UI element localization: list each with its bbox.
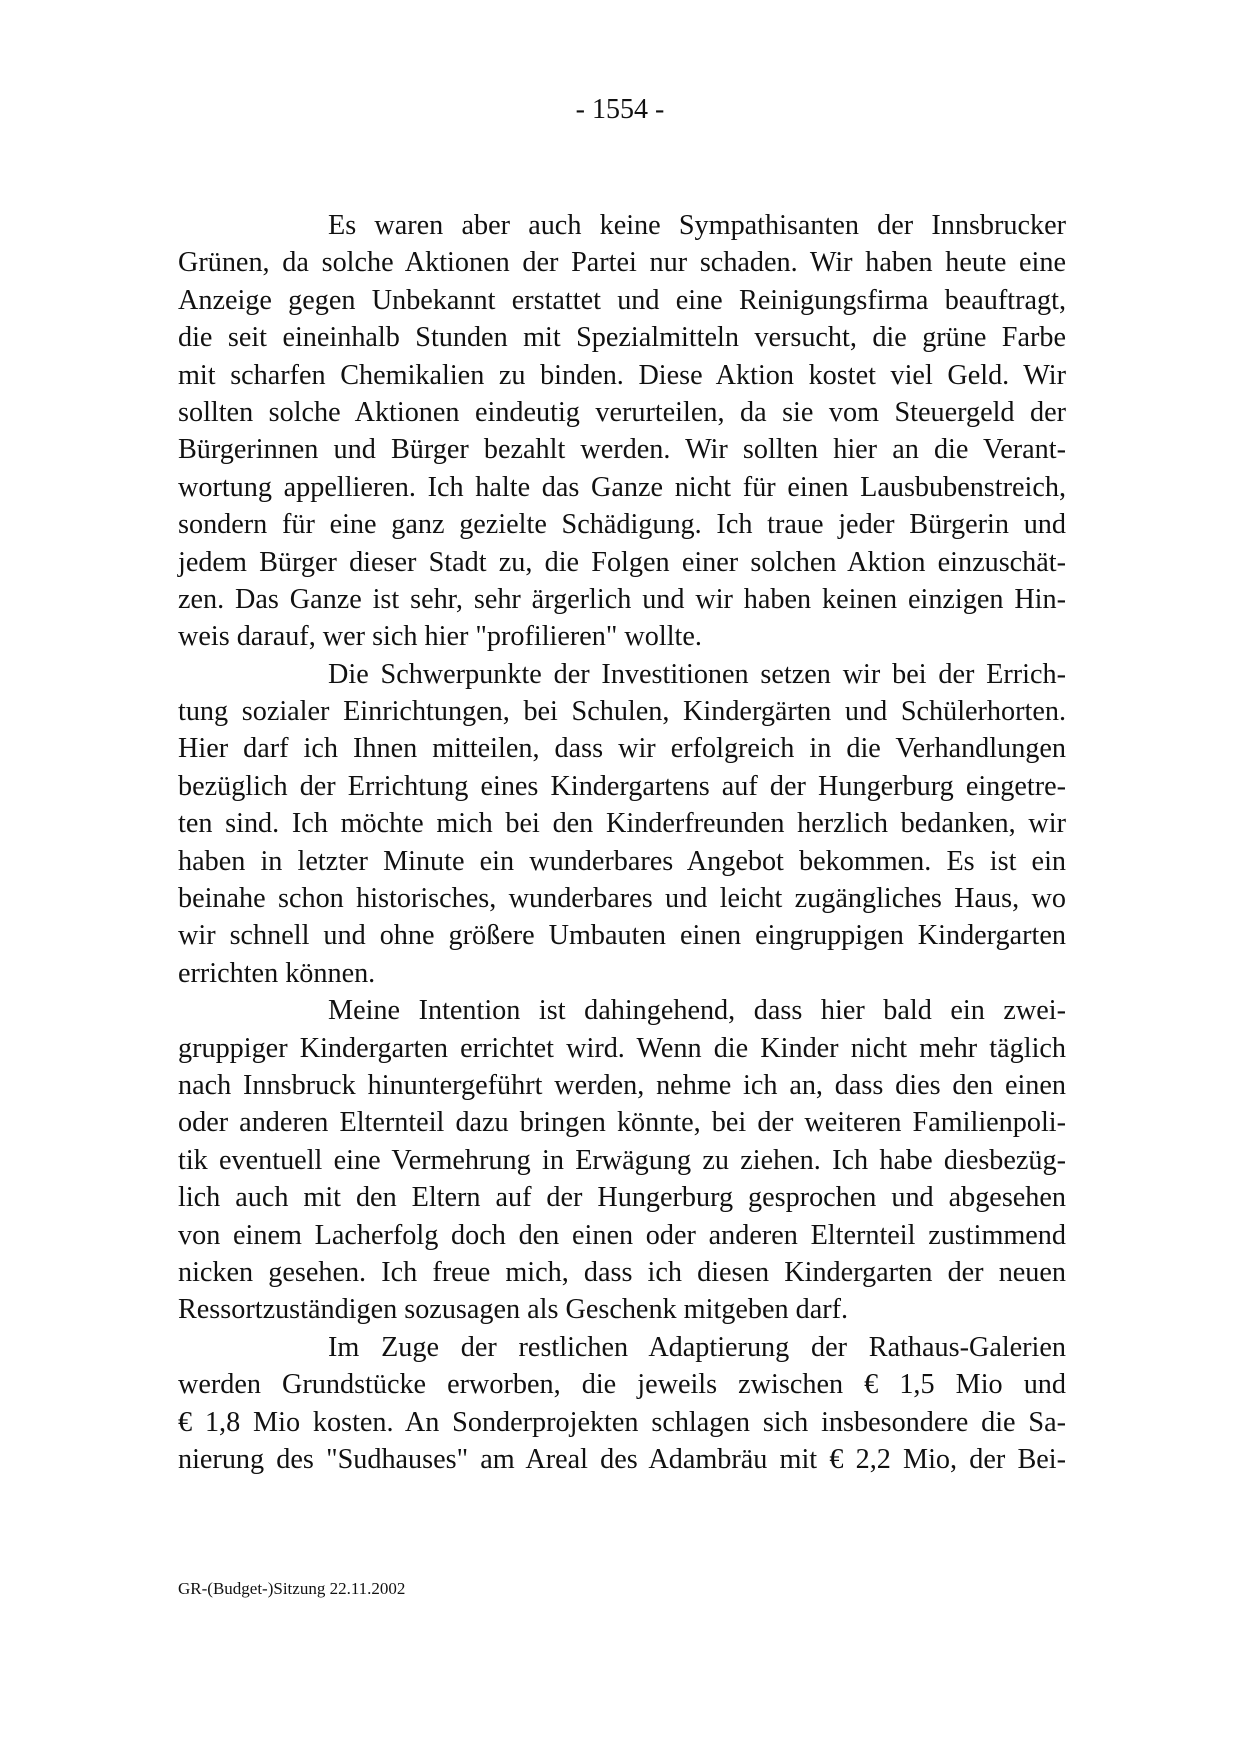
text-line: Anzeige gegen Unbekannt erstattet und eine Reinigungsfirma beauftragt, xyxy=(178,284,1066,316)
text-line: Grünen, da solche Aktionen der Partei nur schaden. Wir haben heute eine xyxy=(178,247,1066,279)
text-line: wir schnell und ohne größere Umbauten einen eingruppigen Kindergarten xyxy=(178,920,1066,952)
text-line: tik eventuell eine Vermehrung in Erwägung zu ziehen. Ich habe diesbezüg- xyxy=(178,1144,1066,1176)
text-line: werden Grundstücke erworben, die jeweils zwischen € 1,5 Mio und xyxy=(178,1369,1066,1401)
text-line: wortung appellieren. Ich halte das Ganze nicht für einen Lausbubenstreich, xyxy=(178,471,1066,503)
text-line: Im Zuge der restlichen Adaptierung der Rathaus-Galerien xyxy=(328,1331,1066,1363)
paragraph-3 xyxy=(178,992,1066,1329)
footer: GR-(Budget-)Sitzung 22.11.2002 xyxy=(178,1579,406,1598)
paragraph-2 xyxy=(178,656,1066,993)
text-line: weis darauf, wer sich hier "profilieren" wollte. xyxy=(178,621,702,653)
text-line: nicken gesehen. Ich freue mich, dass ich diesen Kindergarten der neuen xyxy=(178,1256,1066,1288)
text-line: € 1,8 Mio kosten. An Sonderprojekten schlagen sich insbesondere die Sa- xyxy=(178,1406,1066,1438)
text-line: Es waren aber auch keine Sympathisanten der Innsbrucker xyxy=(328,210,1066,241)
text-line: jedem Bürger dieser Stadt zu, die Folgen einer solchen Aktion einzuschät- xyxy=(178,546,1066,578)
text-line: errichten können. xyxy=(178,957,376,989)
text-line: beinahe schon historisches, wunderbares und leicht zugängliches Haus, wo xyxy=(178,883,1066,915)
text-line: oder anderen Elternteil dazu bringen könnte, bei der weiteren Familienpoli- xyxy=(178,1107,1066,1139)
text-line: Meine Intention ist dahingehend, dass hier bald ein zwei- xyxy=(328,995,1066,1027)
paragraph-4 xyxy=(178,1329,1066,1479)
text-line: mit scharfen Chemikalien zu binden. Diese Aktion kostet viel Geld. Wir xyxy=(178,359,1066,391)
text-line: Bürgerinnen und Bürger bezahlt werden. Wir sollten hier an die Verant- xyxy=(178,434,1066,466)
text-line: sondern für eine ganz gezielte Schädigung. Ich traue jeder Bürgerin und xyxy=(178,509,1066,541)
text-line: bezüglich der Errichtung eines Kindergartens auf der Hungerburg eingetre- xyxy=(178,770,1066,802)
text-line: haben in letzter Minute ein wunderbares Angebot bekommen. Es ist ein xyxy=(178,845,1066,877)
page-number: - 1554 - xyxy=(575,94,665,125)
text-line: ten sind. Ich möchte mich bei den Kinderfreunden herzlich bedanken, wir xyxy=(178,808,1066,840)
text-line: sollten solche Aktionen eindeutig verurteilen, da sie vom Steuergeld der xyxy=(178,396,1066,428)
text-line: Ressortzuständigen sozusagen als Geschenk mitgeben darf. xyxy=(178,1294,849,1326)
text-line: nierung des "Sudhauses" am Areal des Adambräu mit € 2,2 Mio, der Bei- xyxy=(178,1443,1066,1475)
text-line: Hier darf ich Ihnen mitteilen, dass wir erfolgreich in die Verhandlungen xyxy=(178,733,1066,765)
paragraph-1 xyxy=(178,207,1066,656)
text-line: zen. Das Ganze ist sehr, sehr ärgerlich und wir haben keinen einzigen Hin- xyxy=(178,583,1066,615)
text-line: lich auch mit den Eltern auf der Hungerburg gesprochen und abgesehen xyxy=(178,1182,1066,1214)
text-line: tung sozialer Einrichtungen, bei Schulen, Kindergärten und Schülerhorten. xyxy=(178,696,1066,728)
text-line: von einem Lacherfolg doch den einen oder anderen Elternteil zustimmend xyxy=(178,1219,1066,1251)
text-line: nach Innsbruck hinuntergeführt werden, nehme ich an, dass dies den einen xyxy=(178,1069,1066,1101)
text-line: die seit eineinhalb Stunden mit Spezialmitteln versucht, die grüne Farbe xyxy=(178,322,1066,354)
text-line: gruppiger Kindergarten errichtet wird. Wenn die Kinder nicht mehr täglich xyxy=(178,1032,1066,1064)
body-text xyxy=(178,207,1066,1478)
text-line: Die Schwerpunkte der Investitionen setzen wir bei der Errich- xyxy=(328,658,1066,690)
